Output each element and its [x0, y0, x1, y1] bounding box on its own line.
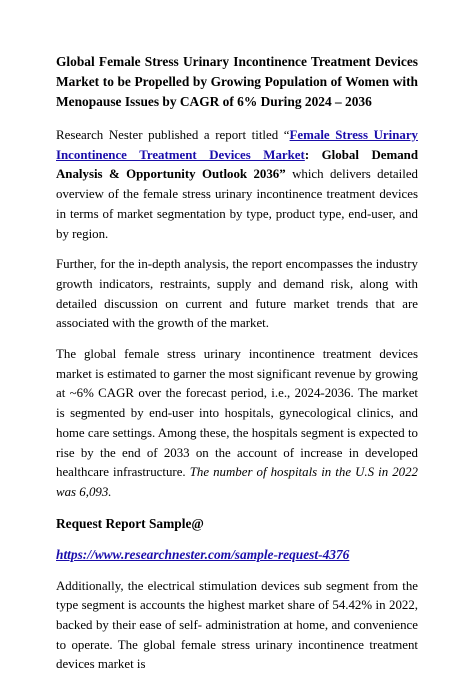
intro-bold-tail: : Global Demand Analysis & Opportunity Outlook 2036”	[56, 147, 418, 182]
sample-request-link[interactable]: https://www.researchnester.com/sample-request-4376	[56, 546, 350, 562]
intro-lead: Research Nester published a report titled “	[56, 128, 290, 142]
segment-paragraph: Additionally, the electrical stimulation devices sub segment from the type segment is accounts the highest market share of 54.42% in 2022, backed by their ease of self- administration at home, and convenience to operate. The global female stress urinary incontinence treatment devices market is	[56, 578, 418, 672]
market-text: The global female stress urinary incontinence treatment devices market is estimated to garner the most significant revenue by growing at ~6% CAGR over the forecast period, i.e., 2024-2036. The market is segmented by end-user into hospitals, gynecological clinics, and home care settings. Among these, the hospitals segment is expected to rise by the end of 2033 on the account of increase in developed healthcare infrastructure.	[56, 347, 418, 480]
market-paragraph	[56, 345, 418, 503]
request-sample-heading: Request Report Sample@	[56, 515, 204, 531]
sample-request-url-line	[56, 545, 418, 565]
intro-rest: which delivers detailed overview of the female stress urinary incontinence treatment devices in terms of market segmentation by type, product type, end-user, and by region.	[56, 167, 418, 241]
report-title-link[interactable]: Female Stress Urinary Incontinence Treatment Devices Market	[56, 128, 418, 162]
hospitals-fact: The number of hospitals in the U.S in 2022 was 6,093.	[56, 465, 418, 499]
analysis-paragraph: Further, for the in-depth analysis, the report encompasses the industry growth indicators, restraints, supply and demand risk, along with detailed discussion on current and future market trends that are associated with the growth of the market.	[56, 257, 418, 331]
intro-paragraph	[56, 126, 418, 244]
document-title: Global Female Stress Urinary Incontinence Treatment Devices Market to be Propelled by Growing Population of Women with Menopause Issues by CAGR of 6% During 2024 – 2036	[56, 54, 418, 109]
